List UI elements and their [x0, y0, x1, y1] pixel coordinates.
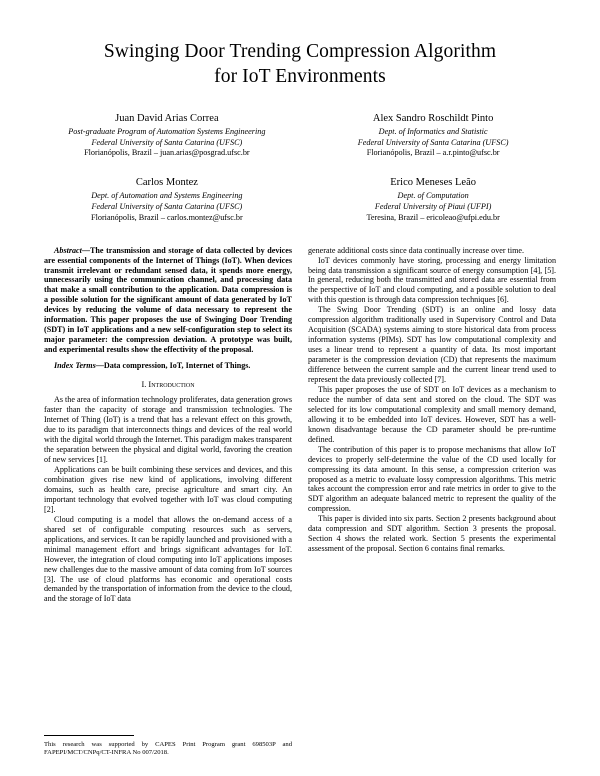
author-affiliation: Dept. of Informatics and Statistic [378, 126, 488, 136]
abstract-text: —The transmission and storage of data collected by devices are essential components of the Internet of Things (IoT). When devices transmit irrelevant or redundant sensed data, it spends more energy, unnecessarily using the communication channel, and processing data that make a small contribution to the application. Data compression is a possible solution for the significant amount of data generated by IoT devices by reducing the volume of data necessary to represent the information. This paper proposes the use of Swinging Door Trending (SDT) in IoT applications and a new self-configuration step to select its major parameter: the compression deviation. A prototype was built, and experimental results show the effectivity of the proposal. [44, 245, 292, 355]
footnote-divider [44, 735, 134, 736]
author-name: Juan David Arias Correa [115, 112, 219, 124]
title-line-2: for IoT Environments [214, 65, 386, 87]
author-row [44, 176, 556, 223]
author-affiliation: Federal University of Santa Catarina (UFSC) [357, 137, 509, 147]
paragraph: This paper proposes the use of SDT on IoT devices as a mechanism to reduce the number of data sent and stored on the cloud. The SDT was selected for its low computational complexity and small memory demand, allowing it to be embedded into IoT devices. However, SDT has a well-known disadvantage because the CD parameter should be pre-runtime defined. [308, 384, 556, 444]
paragraph: generate additional costs since data continually increase over time. [308, 245, 524, 255]
author-affiliation: Post-graduate Program of Automation Systems Engineering [68, 126, 266, 136]
author-email: Florianópolis, Brazil – a.r.pinto@ufsc.br [366, 148, 500, 158]
author-affiliation: Dept. of Automation and Systems Engineering [91, 191, 243, 201]
paragraph: As the area of information technology proliferates, data generation grows faster than the capacity of storage and transmission technologies. The Internet of Thing (IoT) is a trend that has a relevant effect on this growth, due to its paradigm that interconnects things and devices of the real world with the digital world through the Internet. This paradigm makes transparent the separation between the physical and digital world, favoring the creation of new services [1]. [44, 395, 292, 465]
paragraph: The contribution of this paper is to propose mechanisms that allow IoT devices to properly self-determine the value of the CD used locally for compressing its data amount. In this sense, a compression criterion was proposed as a metric to evaluate lossy compression algorithms. This metric takes account the compression error and rate metrics in order to give to the SDT algorithm an adequate balanced metric to represent the quality of the compression. [308, 444, 556, 514]
index-terms-label: Index Terms [54, 361, 96, 371]
body-columns [44, 246, 556, 605]
author-affiliation: Federal University of Santa Catarina (UFSC) [91, 137, 243, 147]
author-email: Florianópolis, Brazil – carlos.montez@ufsc.br [91, 212, 243, 222]
title-line-1: Swinging Door Trending Compression Algorithm [103, 41, 497, 62]
author-affiliation: Dept. of Computation [397, 191, 469, 201]
abstract [44, 246, 292, 355]
author-email: Florianópolis, Brazil – juan.arias@posgrad.ufsc.br [84, 148, 250, 158]
author-block [44, 112, 290, 159]
left-column [44, 246, 292, 605]
paragraph: The Swing Door Trending (SDT) is an online and lossy data compression algorithm traditionally used in Supervisory Control and Data Acquisition (SCADA) systems aiming to store historical data from process information systems (PIMs). SDT has low computational complexity and uses a linear trend to represent a quantity of data. Its most important parameter is the compression deviation (CD) that represents the maximum difference between the current sample and the current linear trend used to represent the data previously collected [7]. [308, 305, 556, 384]
section-heading-introduction: I. Introduction [141, 380, 195, 390]
index-terms [44, 361, 292, 371]
author-block [310, 176, 556, 223]
author-block [310, 112, 556, 159]
paragraph: This paper is divided into six parts. Section 2 presents background about data compression and SDT algorithm. Section 3 presents the proposal. Section 4 shows the related work. Section 5 presents the experimental assessment of the proposal. Section 6 contains final remarks. [308, 514, 556, 554]
right-column [308, 246, 556, 605]
paragraph: Cloud computing is a model that allows the on-demand access of a shared set of configurable computing resources such as servers, applications, and services. It can be rapidly launched and provisioned with a minimal management effort and brings significant advantages for IoT. However, the integration of cloud computing into IoT applications imposes new challenges due to the massive amount of data coming from IoT sources [3]. The use of cloud platforms has economic and operational costs demanded by the transportation of information from the device to the cloud, and the storage of IoT data [44, 514, 292, 604]
author-email: Teresina, Brazil – ericoleao@ufpi.edu.br [366, 212, 500, 222]
paragraph: Applications can be built combining these services and devices, and this combination gives rise new kind of applications, involving different domains, such as health care, precise agriculture and smart city. An important technology that evolved together with IoT was cloud computing [2]. [44, 465, 292, 514]
author-row [44, 112, 556, 159]
author-block [44, 176, 290, 223]
author-affiliation: Federal University of Piaui (UFPI) [374, 201, 492, 211]
abstract-label: Abstract [54, 245, 82, 255]
author-name: Carlos Montez [135, 177, 198, 189]
page-title [44, 40, 556, 90]
author-list [44, 112, 556, 224]
author-affiliation: Federal University of Santa Catarina (UFSC) [91, 201, 243, 211]
author-name: Alex Sandro Roschildt Pinto [372, 112, 494, 124]
index-terms-text: —Data compression, IoT, Internet of Things. [95, 361, 251, 371]
paragraph: IoT devices commonly have storing, processing and energy limitation being data transmission a significant source of energy consumption [4], [5]. In general, reducing both the transmitted and stored data are essential from the perspective of IoT and cloud computing, and a possible solution to deal with this question is through data compression techniques [6]. [308, 255, 556, 305]
footnote: This research was supported by CAPES Print Program grant 698503P and FAPEPI/MCT/CNPq/CT-INFRA No 007/2018. [44, 740, 292, 757]
author-name: Erico Meneses Leão [390, 177, 476, 189]
